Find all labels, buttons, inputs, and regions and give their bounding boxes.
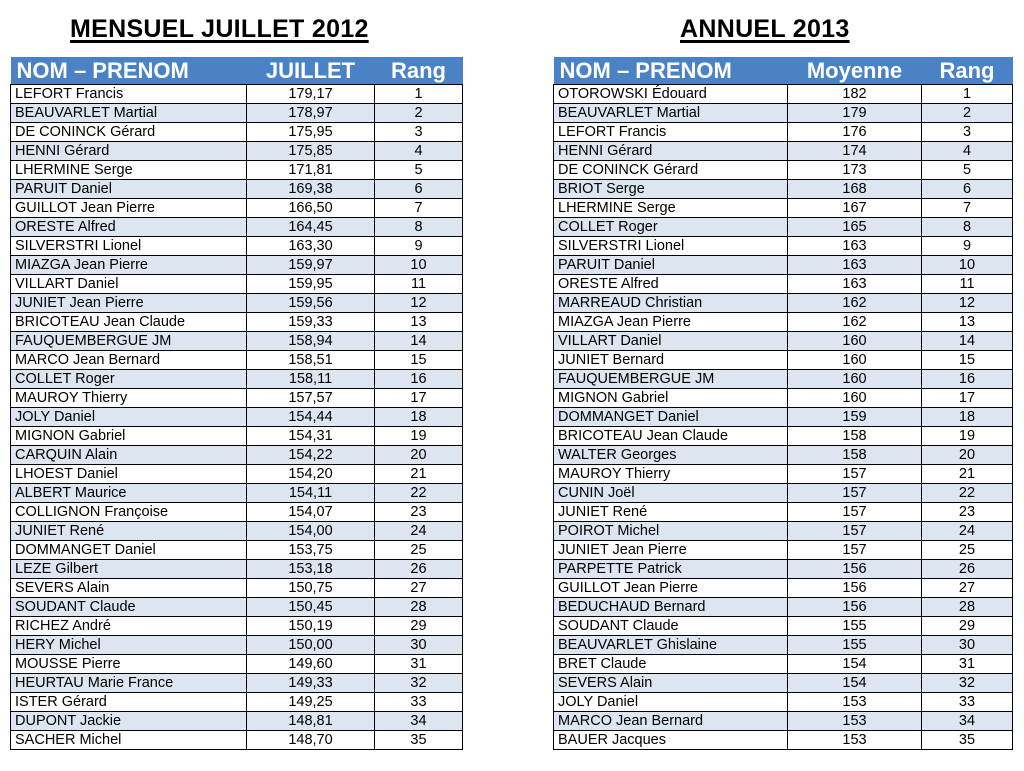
player-name-cell: LHERMINE Serge [11, 161, 247, 180]
score-cell: 163 [788, 275, 922, 294]
rank-cell: 31 [922, 655, 1013, 674]
table-row [11, 142, 463, 161]
table-row [554, 427, 1013, 446]
player-name-cell: COLLIGNON Françoise [11, 503, 247, 522]
score-cell: 149,25 [247, 693, 375, 712]
rank-cell: 13 [375, 313, 463, 332]
table-row [554, 541, 1013, 560]
rank-cell: 21 [922, 465, 1013, 484]
rank-cell: 18 [375, 408, 463, 427]
score-cell: 167 [788, 199, 922, 218]
player-name-cell: GUILLOT Jean Pierre [11, 199, 247, 218]
player-name-cell: BEDUCHAUD Bernard [554, 598, 788, 617]
score-cell: 149,60 [247, 655, 375, 674]
score-cell: 154,22 [247, 446, 375, 465]
table-row [554, 560, 1013, 579]
table-row [554, 313, 1013, 332]
player-name-cell: WALTER Georges [554, 446, 788, 465]
player-name-cell: LHOEST Daniel [11, 465, 247, 484]
rank-cell: 25 [922, 541, 1013, 560]
rank-cell: 35 [922, 731, 1013, 750]
table-row [554, 389, 1013, 408]
table-row [554, 332, 1013, 351]
player-name-cell: SEVERS Alain [11, 579, 247, 598]
score-cell: 154 [788, 674, 922, 693]
rank-cell: 34 [375, 712, 463, 731]
score-cell: 179,17 [247, 85, 375, 104]
player-name-cell: SOUDANT Claude [11, 598, 247, 617]
score-cell: 163 [788, 256, 922, 275]
table-row [11, 389, 463, 408]
player-name-cell: JUNIET Jean Pierre [554, 541, 788, 560]
score-cell: 154 [788, 655, 922, 674]
table-row [554, 598, 1013, 617]
rank-cell: 30 [922, 636, 1013, 655]
table-row [11, 313, 463, 332]
player-name-cell: SOUDANT Claude [554, 617, 788, 636]
rank-cell: 13 [922, 313, 1013, 332]
player-name-cell: MIGNON Gabriel [554, 389, 788, 408]
rank-cell: 6 [922, 180, 1013, 199]
rank-cell: 7 [375, 199, 463, 218]
player-name-cell: MAUROY Thierry [554, 465, 788, 484]
player-name-cell: BEAUVARLET Martial [11, 104, 247, 123]
player-name-cell: BRICOTEAU Jean Claude [554, 427, 788, 446]
header-rank: Rang [375, 57, 463, 85]
monthly-title: MENSUEL JUILLET 2012 [70, 15, 369, 43]
score-cell: 153 [788, 731, 922, 750]
score-cell: 157 [788, 503, 922, 522]
rank-cell: 19 [922, 427, 1013, 446]
rank-cell: 28 [922, 598, 1013, 617]
rank-cell: 26 [922, 560, 1013, 579]
rank-cell: 23 [375, 503, 463, 522]
player-name-cell: BRET Claude [554, 655, 788, 674]
score-cell: 162 [788, 294, 922, 313]
player-name-cell: HEURTAU Marie France [11, 674, 247, 693]
rank-cell: 27 [375, 579, 463, 598]
rank-cell: 10 [922, 256, 1013, 275]
score-cell: 150,00 [247, 636, 375, 655]
score-cell: 156 [788, 598, 922, 617]
player-name-cell: DOMMANGET Daniel [554, 408, 788, 427]
rank-cell: 4 [375, 142, 463, 161]
player-name-cell: HERY Michel [11, 636, 247, 655]
table-row [11, 522, 463, 541]
score-cell: 154,20 [247, 465, 375, 484]
table-row [554, 408, 1013, 427]
rank-cell: 22 [375, 484, 463, 503]
score-cell: 160 [788, 370, 922, 389]
score-cell: 175,85 [247, 142, 375, 161]
score-cell: 148,81 [247, 712, 375, 731]
player-name-cell: LEZE Gilbert [11, 560, 247, 579]
table-row [11, 693, 463, 712]
annual-title: ANNUEL 2013 [680, 15, 850, 43]
player-name-cell: MARREAUD Christian [554, 294, 788, 313]
table-row [554, 294, 1013, 313]
rank-cell: 24 [375, 522, 463, 541]
rank-cell: 20 [922, 446, 1013, 465]
player-name-cell: MIGNON Gabriel [11, 427, 247, 446]
score-cell: 166,50 [247, 199, 375, 218]
rank-cell: 29 [922, 617, 1013, 636]
header-name: NOM – PRENOM [11, 57, 247, 85]
rank-cell: 34 [922, 712, 1013, 731]
score-cell: 154,11 [247, 484, 375, 503]
rank-cell: 27 [922, 579, 1013, 598]
rank-cell: 1 [375, 85, 463, 104]
rank-cell: 2 [375, 104, 463, 123]
score-cell: 179 [788, 104, 922, 123]
player-name-cell: DE CONINCK Gérard [554, 161, 788, 180]
rank-cell: 22 [922, 484, 1013, 503]
score-cell: 168 [788, 180, 922, 199]
table-row [554, 218, 1013, 237]
table-row [11, 465, 463, 484]
player-name-cell: PARPETTE Patrick [554, 560, 788, 579]
score-cell: 157 [788, 522, 922, 541]
score-cell: 153 [788, 712, 922, 731]
rank-cell: 5 [375, 161, 463, 180]
player-name-cell: PARUIT Daniel [554, 256, 788, 275]
rank-cell: 31 [375, 655, 463, 674]
score-cell: 156 [788, 579, 922, 598]
rank-cell: 20 [375, 446, 463, 465]
rank-cell: 30 [375, 636, 463, 655]
score-cell: 154,07 [247, 503, 375, 522]
score-cell: 158 [788, 427, 922, 446]
header-rank: Rang [922, 57, 1013, 85]
table-row [554, 636, 1013, 655]
rank-cell: 32 [375, 674, 463, 693]
rank-cell: 33 [375, 693, 463, 712]
table-row [11, 560, 463, 579]
table-row [11, 503, 463, 522]
table-row [554, 522, 1013, 541]
table-row [554, 484, 1013, 503]
player-name-cell: DUPONT Jackie [11, 712, 247, 731]
rank-cell: 17 [375, 389, 463, 408]
rank-cell: 32 [922, 674, 1013, 693]
table-row [11, 275, 463, 294]
score-cell: 149,33 [247, 674, 375, 693]
score-cell: 159 [788, 408, 922, 427]
score-cell: 157 [788, 484, 922, 503]
rank-cell: 14 [922, 332, 1013, 351]
player-name-cell: MARCO Jean Bernard [554, 712, 788, 731]
player-name-cell: ORESTE Alfred [554, 275, 788, 294]
player-name-cell: ALBERT Maurice [11, 484, 247, 503]
score-cell: 162 [788, 313, 922, 332]
player-name-cell: FAUQUEMBERGUE JM [11, 332, 247, 351]
player-name-cell: SEVERS Alain [554, 674, 788, 693]
rank-cell: 7 [922, 199, 1013, 218]
table-row [554, 351, 1013, 370]
table-row [554, 161, 1013, 180]
player-name-cell: COLLET Roger [554, 218, 788, 237]
rank-cell: 8 [922, 218, 1013, 237]
table-row [554, 617, 1013, 636]
table-row [11, 85, 463, 104]
player-name-cell: FAUQUEMBERGUE JM [554, 370, 788, 389]
rank-cell: 17 [922, 389, 1013, 408]
rank-cell: 16 [375, 370, 463, 389]
score-cell: 158 [788, 446, 922, 465]
player-name-cell: CUNIN Joël [554, 484, 788, 503]
score-cell: 159,95 [247, 275, 375, 294]
score-cell: 159,97 [247, 256, 375, 275]
player-name-cell: MIAZGA Jean Pierre [11, 256, 247, 275]
score-cell: 155 [788, 617, 922, 636]
table-row [11, 237, 463, 256]
score-cell: 159,33 [247, 313, 375, 332]
player-name-cell: VILLART Daniel [554, 332, 788, 351]
table-row [554, 180, 1013, 199]
score-cell: 171,81 [247, 161, 375, 180]
rank-cell: 1 [922, 85, 1013, 104]
score-cell: 157 [788, 465, 922, 484]
score-cell: 160 [788, 332, 922, 351]
rank-cell: 9 [375, 237, 463, 256]
table-row [554, 693, 1013, 712]
table-row [11, 351, 463, 370]
player-name-cell: OTOROWSKI Édouard [554, 85, 788, 104]
player-name-cell: COLLET Roger [11, 370, 247, 389]
table-row [11, 712, 463, 731]
player-name-cell: PARUIT Daniel [11, 180, 247, 199]
rank-cell: 18 [922, 408, 1013, 427]
player-name-cell: SILVERSTRI Lionel [554, 237, 788, 256]
rank-cell: 6 [375, 180, 463, 199]
player-name-cell: JUNIET Bernard [554, 351, 788, 370]
player-name-cell: JUNIET René [554, 503, 788, 522]
score-cell: 153,18 [247, 560, 375, 579]
score-cell: 148,70 [247, 731, 375, 750]
player-name-cell: LEFORT Francis [11, 85, 247, 104]
annual-ranking-table [553, 57, 1013, 750]
table-row [554, 237, 1013, 256]
table-row [11, 541, 463, 560]
player-name-cell: ISTER Gérard [11, 693, 247, 712]
score-cell: 153 [788, 693, 922, 712]
monthly-ranking-table [10, 57, 463, 750]
player-name-cell: LEFORT Francis [554, 123, 788, 142]
score-cell: 153,75 [247, 541, 375, 560]
player-name-cell: JOLY Daniel [11, 408, 247, 427]
table-row [11, 655, 463, 674]
table-row [11, 446, 463, 465]
rank-cell: 26 [375, 560, 463, 579]
player-name-cell: DE CONINCK Gérard [11, 123, 247, 142]
score-cell: 158,94 [247, 332, 375, 351]
score-cell: 154,00 [247, 522, 375, 541]
rank-cell: 12 [375, 294, 463, 313]
rank-cell: 28 [375, 598, 463, 617]
player-name-cell: BAUER Jacques [554, 731, 788, 750]
rank-cell: 11 [375, 275, 463, 294]
player-name-cell: JUNIET Jean Pierre [11, 294, 247, 313]
player-name-cell: BRIOT Serge [554, 180, 788, 199]
table-row [554, 370, 1013, 389]
rank-cell: 10 [375, 256, 463, 275]
score-cell: 174 [788, 142, 922, 161]
player-name-cell: BEAUVARLET Martial [554, 104, 788, 123]
table-row [11, 294, 463, 313]
table-row [554, 731, 1013, 750]
rank-cell: 21 [375, 465, 463, 484]
score-cell: 173 [788, 161, 922, 180]
table-row [11, 161, 463, 180]
rank-cell: 15 [922, 351, 1013, 370]
table-row [11, 636, 463, 655]
table-row [554, 446, 1013, 465]
score-cell: 160 [788, 389, 922, 408]
score-cell: 163,30 [247, 237, 375, 256]
player-name-cell: JOLY Daniel [554, 693, 788, 712]
table-row [554, 712, 1013, 731]
table-row [11, 598, 463, 617]
table-row [11, 180, 463, 199]
table-row [554, 503, 1013, 522]
header-july: JUILLET [247, 57, 375, 85]
table-row [11, 199, 463, 218]
table-row [11, 218, 463, 237]
score-cell: 164,45 [247, 218, 375, 237]
player-name-cell: RICHEZ André [11, 617, 247, 636]
table-row [554, 655, 1013, 674]
rank-cell: 8 [375, 218, 463, 237]
rank-cell: 25 [375, 541, 463, 560]
table-row [11, 256, 463, 275]
table-row [554, 104, 1013, 123]
score-cell: 150,75 [247, 579, 375, 598]
rank-cell: 2 [922, 104, 1013, 123]
table-row [11, 617, 463, 636]
table-row [554, 199, 1013, 218]
player-name-cell: JUNIET René [11, 522, 247, 541]
score-cell: 154,44 [247, 408, 375, 427]
player-name-cell: MIAZGA Jean Pierre [554, 313, 788, 332]
player-name-cell: POIROT Michel [554, 522, 788, 541]
rank-cell: 3 [375, 123, 463, 142]
score-cell: 155 [788, 636, 922, 655]
player-name-cell: DOMMANGET Daniel [11, 541, 247, 560]
score-cell: 175,95 [247, 123, 375, 142]
player-name-cell: MOUSSE Pierre [11, 655, 247, 674]
table-row [11, 332, 463, 351]
score-cell: 157,57 [247, 389, 375, 408]
player-name-cell: VILLART Daniel [11, 275, 247, 294]
header-name: NOM – PRENOM [554, 57, 788, 85]
player-name-cell: HENNI Gérard [554, 142, 788, 161]
table-row [554, 674, 1013, 693]
rank-cell: 15 [375, 351, 463, 370]
table-row [554, 142, 1013, 161]
table-row [11, 123, 463, 142]
table-row [554, 123, 1013, 142]
table-row [11, 579, 463, 598]
player-name-cell: HENNI Gérard [11, 142, 247, 161]
monthly-header-row [11, 57, 463, 85]
score-cell: 169,38 [247, 180, 375, 199]
score-cell: 158,51 [247, 351, 375, 370]
rank-cell: 4 [922, 142, 1013, 161]
score-cell: 150,45 [247, 598, 375, 617]
table-row [554, 256, 1013, 275]
table-row [11, 484, 463, 503]
rank-cell: 11 [922, 275, 1013, 294]
score-cell: 159,56 [247, 294, 375, 313]
annual-header-row [554, 57, 1013, 85]
score-cell: 158,11 [247, 370, 375, 389]
player-name-cell: MARCO Jean Bernard [11, 351, 247, 370]
player-name-cell: LHERMINE Serge [554, 199, 788, 218]
player-name-cell: GUILLOT Jean Pierre [554, 579, 788, 598]
score-cell: 163 [788, 237, 922, 256]
rank-cell: 9 [922, 237, 1013, 256]
score-cell: 176 [788, 123, 922, 142]
rank-cell: 3 [922, 123, 1013, 142]
score-cell: 154,31 [247, 427, 375, 446]
rank-cell: 35 [375, 731, 463, 750]
score-cell: 165 [788, 218, 922, 237]
table-row [11, 731, 463, 750]
rank-cell: 14 [375, 332, 463, 351]
rank-cell: 23 [922, 503, 1013, 522]
score-cell: 182 [788, 85, 922, 104]
rank-cell: 19 [375, 427, 463, 446]
rank-cell: 16 [922, 370, 1013, 389]
table-row [554, 85, 1013, 104]
table-row [11, 427, 463, 446]
player-name-cell: ORESTE Alfred [11, 218, 247, 237]
score-cell: 150,19 [247, 617, 375, 636]
score-cell: 157 [788, 541, 922, 560]
score-cell: 156 [788, 560, 922, 579]
table-row [11, 370, 463, 389]
rank-cell: 29 [375, 617, 463, 636]
header-average: Moyenne [788, 57, 922, 85]
table-row [11, 674, 463, 693]
table-row [11, 104, 463, 123]
rank-cell: 5 [922, 161, 1013, 180]
table-row [554, 579, 1013, 598]
player-name-cell: SILVERSTRI Lionel [11, 237, 247, 256]
rank-cell: 12 [922, 294, 1013, 313]
table-row [554, 275, 1013, 294]
score-cell: 178,97 [247, 104, 375, 123]
player-name-cell: CARQUIN Alain [11, 446, 247, 465]
table-row [11, 408, 463, 427]
table-row [554, 465, 1013, 484]
player-name-cell: MAUROY Thierry [11, 389, 247, 408]
rank-cell: 33 [922, 693, 1013, 712]
player-name-cell: SACHER Michel [11, 731, 247, 750]
rank-cell: 24 [922, 522, 1013, 541]
player-name-cell: BRICOTEAU Jean Claude [11, 313, 247, 332]
score-cell: 160 [788, 351, 922, 370]
player-name-cell: BEAUVARLET Ghislaine [554, 636, 788, 655]
